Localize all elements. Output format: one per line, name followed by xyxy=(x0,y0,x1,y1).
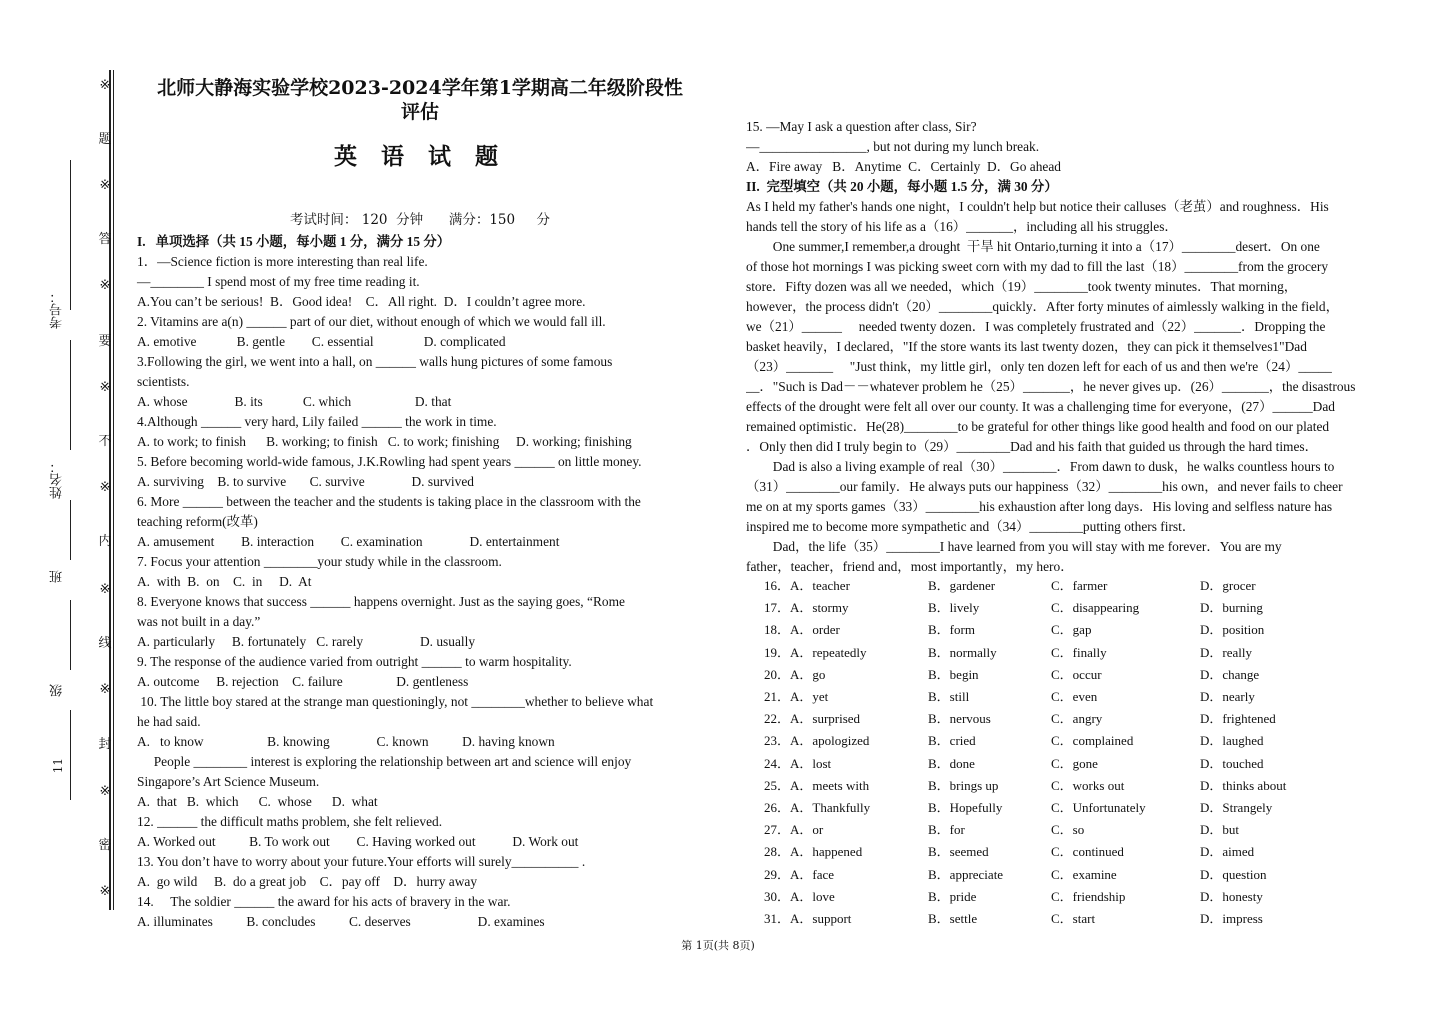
passage-line: hands tell the story of his life as a（16）_______，including all his struggles． xyxy=(746,219,1178,234)
question-line: 13. You don’t have to worry about your future.Your efforts will surely__________ . xyxy=(137,854,586,869)
passage-line: effects of the drought were felt all over our county. It was a challenging time for everyone，(27）______Dad xyxy=(746,399,1335,414)
subject-title: 英 语 试 题 xyxy=(333,143,507,170)
question-line: A. illuminates B. concludes C. deserves D. examines xyxy=(137,914,545,929)
option-b: B．appreciate xyxy=(928,866,1004,882)
question-line: 10. The little boy stared at the strange man questioningly, not ________whether to believe what xyxy=(137,694,654,709)
option-c: C．disappearing xyxy=(1051,600,1140,616)
passage-line: however，the process didn't（20）________quickly．After forty minutes of aimlessly walking in the field， xyxy=(746,299,1339,314)
question-line: 1．—Science fiction is more interesting than real life. xyxy=(137,254,428,269)
option-b: B．seemed xyxy=(928,844,989,860)
option-b: B．gardener xyxy=(928,578,996,593)
option-n: 19．A．repeatedly xyxy=(764,644,867,660)
option-n: 20．A．go xyxy=(764,666,826,682)
option-b: B．form xyxy=(928,622,975,638)
option-row xyxy=(764,908,1384,930)
option-d: D．really xyxy=(1200,644,1252,660)
seal-char: ※ xyxy=(99,178,111,193)
option-b: B．nervous xyxy=(928,711,991,727)
question-line: I. 单项选择（共 15 小题，每小题 1 分，满分 15 分） xyxy=(137,234,451,249)
passage-line: （31）________our family．He always puts our happiness（32）________his own，and never fails to cheer xyxy=(746,479,1343,494)
option-row xyxy=(764,753,1384,775)
option-d: D．laughed xyxy=(1200,733,1264,749)
option-b: B．brings up xyxy=(928,777,999,793)
question-line: 3.Following the girl, we went into a hall, on ______ walls hung pictures of some famous xyxy=(137,354,613,369)
option-row xyxy=(764,619,1384,641)
option-d: D．but xyxy=(1200,822,1240,838)
option-c: C．examine xyxy=(1051,866,1117,882)
question-line: A. particularly B. fortunately C. rarely D. usually xyxy=(137,634,476,649)
option-n: 27．A．or xyxy=(764,822,824,838)
seal-char: ※ xyxy=(99,480,111,495)
question-line: 14. The soldier ______ the award for his acts of bravery in the war. xyxy=(137,894,511,909)
question-line: A. to know B. knowing C. known D. having known xyxy=(137,734,555,749)
option-c: C．farmer xyxy=(1051,578,1108,593)
question-line: he had said. xyxy=(137,714,201,729)
question-line: A. with B. on C. in D. At xyxy=(137,574,312,589)
passage-line: II. 完型填空（共 20 小题，每小题 1.5 分，满 30 分） xyxy=(746,179,1058,194)
option-row xyxy=(764,597,1384,619)
seal-char: 内 xyxy=(98,534,112,549)
seal-char: ※ xyxy=(99,784,111,799)
option-row xyxy=(764,886,1384,908)
option-row xyxy=(764,864,1384,886)
option-n: 18．A．order xyxy=(764,622,840,638)
option-row xyxy=(764,664,1384,686)
passage-line: A．Fire away B．Anytime C．Certainly D．Go ahead xyxy=(746,159,1061,174)
passage-line: store．Fifty dozen was all we needed，which（19）________took twenty minutes．That morning， xyxy=(746,279,1298,294)
passage-line: Dad，the life（35）________I have learned from you will stay with me forever．You are my xyxy=(746,539,1282,554)
question-line: A. Worked out B. To work out C. Having worked out D. Work out xyxy=(137,834,579,849)
option-c: C．gone xyxy=(1051,755,1098,771)
grade-value: 11 xyxy=(51,758,65,774)
option-d: D．question xyxy=(1200,866,1267,882)
passage-line: —________________, but not during my lunch break. xyxy=(746,139,1040,154)
option-d: D．nearly xyxy=(1200,689,1255,704)
passage-line: One summer,I remember,a drought 干旱 hit Ontario,turning it into a（17）________desert．On one xyxy=(746,239,1320,254)
exam-title-line2: 评估 xyxy=(400,101,439,123)
seal-char: 线 xyxy=(98,636,112,651)
option-b: B．begin xyxy=(928,666,979,682)
option-row xyxy=(764,775,1384,797)
option-n: 25．A．meets with xyxy=(764,777,870,793)
ban-line-top xyxy=(70,500,71,560)
kaohao-line xyxy=(70,160,71,310)
kaohao-label: 考号： xyxy=(50,290,65,329)
option-b: B．pride xyxy=(928,888,977,904)
seal-char: ※ xyxy=(99,682,111,697)
seal-char: 密 xyxy=(98,838,112,853)
question-line: 12. ______ the difficult maths problem, she felt relieved. xyxy=(137,814,443,829)
question-line: A. amusement B. interaction C. examination D. entertainment xyxy=(137,534,560,549)
option-row xyxy=(764,841,1384,863)
seal-char: 不 xyxy=(98,434,112,449)
option-c: C．so xyxy=(1051,822,1085,838)
passage-line: Dad is also a living example of real（30）________．From dawn to dusk，he walks countless hours to xyxy=(746,459,1335,474)
question-line: A. emotive B. gentle C. essential D. complicated xyxy=(137,334,506,349)
question-line: A. whose B. its C. which D. that xyxy=(137,394,452,409)
option-n: 30．A．love xyxy=(764,888,835,904)
xingming-line xyxy=(70,340,71,450)
ban-line-bottom xyxy=(70,600,71,670)
ji-label: 级 xyxy=(50,684,65,697)
option-d: D．position xyxy=(1200,622,1265,638)
question-line: was not built in a day.” xyxy=(137,614,261,629)
right-column xyxy=(746,117,1382,577)
seal-char: 题 xyxy=(98,132,112,147)
passage-line: me on at my sports games（33）________his exhaustion after long days．His loving and selfless nature has xyxy=(746,499,1333,514)
seal-char: ※ xyxy=(99,380,111,395)
question-line: scientists. xyxy=(137,374,190,389)
option-n: 21．A．yet xyxy=(764,689,829,704)
option-c: C．gap xyxy=(1051,622,1092,638)
question-line: People ________ interest is exploring the relationship between art and science will enjoy xyxy=(137,754,632,769)
passage-line: we（21）______ needed twenty dozen．I was completely frustrated and（22）_______．Dropping the xyxy=(746,319,1326,334)
seal-char: ※ xyxy=(99,884,111,899)
option-n: 16．A．teacher xyxy=(764,578,850,593)
option-c: C．continued xyxy=(1051,844,1124,860)
ban-label: 班 xyxy=(50,570,65,583)
seal-char: 要 xyxy=(98,334,112,349)
option-n: 26．A．Thankfully xyxy=(764,800,871,815)
question-line: 6. More ______ between the teacher and the students is taking place in the classroom with the xyxy=(137,494,641,509)
passage-line: basket heavily，I declared，"If the store wants its last twenty dozen，they can pick it themselves1"Dad xyxy=(746,339,1307,354)
option-c: C．angry xyxy=(1051,711,1103,727)
option-n: 22．A．surprised xyxy=(764,711,861,727)
left-column xyxy=(137,232,697,932)
option-b: B．cried xyxy=(928,733,976,749)
xingming-label: 姓名： xyxy=(50,460,65,499)
seal-char: 答 xyxy=(98,232,112,247)
question-line: —________ I spend most of my free time reading it. xyxy=(137,274,420,289)
option-row xyxy=(764,730,1384,752)
question-line: 9. The response of the audience varied from outright ______ to warm hospitality. xyxy=(137,654,572,669)
question-line: Singapore’s Art Science Museum. xyxy=(137,774,320,789)
passage-line: （23）_______ "Just think，my little girl，only ten dozen left for each of us and then we're（24）_____ xyxy=(746,359,1332,374)
option-b: B．still xyxy=(928,689,970,704)
option-n: 29．A．face xyxy=(764,866,835,882)
passage-line: 15. —May I ask a question after class, Sir? xyxy=(746,119,977,134)
option-c: C．Unfortunately xyxy=(1051,800,1146,815)
option-c: C．even xyxy=(1051,689,1098,704)
option-c: C．complained xyxy=(1051,733,1134,749)
seal-char: ※ xyxy=(99,78,111,93)
question-line: A.You can’t be serious! B．Good idea! C．All right. D．I couldn’t agree more. xyxy=(137,294,586,309)
option-d: D．change xyxy=(1200,666,1260,682)
option-d: D．frightened xyxy=(1200,711,1276,727)
passage-line: of those hot mornings I was picking sweet corn with my dad to fill the last（18）________from the grocery xyxy=(746,259,1329,274)
option-b: B．lively xyxy=(928,600,980,616)
question-line: A. to work; to finish B. working; to finish C. to work; finishing D. working; finishing xyxy=(137,434,632,449)
seal-char: ※ xyxy=(99,278,111,293)
option-b: B．normally xyxy=(928,644,997,660)
passage-line: ．Only then did I truly begin to（29）________Dad and his faith that guided us through the hard times． xyxy=(746,439,1318,454)
option-d: D．aimed xyxy=(1200,844,1255,860)
option-b: B．Hopefully xyxy=(928,800,1003,815)
question-line: A. that B. which C. whose D. what xyxy=(137,794,378,809)
option-d: D．burning xyxy=(1200,600,1263,616)
option-n: 23．A．apologized xyxy=(764,733,870,749)
passage-line: remained optimistic．He(28)________to be grateful for other things like good health and food on our plated xyxy=(746,419,1330,434)
option-d: D．grocer xyxy=(1200,578,1256,593)
option-b: B．done xyxy=(928,755,975,771)
page-footer: 第 1页(共 8页) xyxy=(681,939,755,952)
passage-line: __．"Such is Dad－－whatever problem he（25）_______，he never gives up．(26）_______，the disastrous xyxy=(746,379,1356,394)
option-n: 31．A．support xyxy=(764,911,852,926)
option-c: C．finally xyxy=(1051,644,1107,660)
option-c: C．works out xyxy=(1051,777,1125,793)
option-row xyxy=(764,797,1384,819)
seal-char: 封 xyxy=(98,737,112,752)
option-row xyxy=(764,708,1384,730)
question-line: A. go wild B. do a great job C．pay off D．hurry away xyxy=(137,874,478,889)
exam-title-line1: 北师大静海实验学校2023-2024学年第1学期高二年级阶段性 xyxy=(157,77,683,99)
option-d: D．Strangely xyxy=(1200,800,1273,815)
option-d: D．touched xyxy=(1200,755,1264,771)
question-line: 2. Vitamins are a(n) ______ part of our diet, without enough of which we would fall ill. xyxy=(137,314,606,329)
question-line: 4.Although ______ very hard, Lily failed ______ the work in time. xyxy=(137,414,497,429)
passage-line: father，teacher，friend and，most importantly，my hero． xyxy=(746,559,1074,574)
option-n: 17．A．stormy xyxy=(764,600,849,616)
option-c: C．friendship xyxy=(1051,888,1126,904)
question-line: A. outcome B. rejection C. failure D. gentleness xyxy=(137,674,469,689)
question-line: teaching reform(改革) xyxy=(137,514,258,529)
option-d: D．thinks about xyxy=(1200,777,1287,793)
passage-line: As I held my father's hands one night，I couldn't help but notice their calluses（老茧）and roughness．His xyxy=(746,199,1329,214)
option-d: D．honesty xyxy=(1200,888,1263,904)
seal-char: ※ xyxy=(99,582,111,597)
option-row xyxy=(764,686,1384,708)
question-line: 7. Focus your attention ________your study while in the classroom. xyxy=(137,554,502,569)
question-line: 5. Before becoming world-wide famous, J.K.Rowling had spent years ______ on little money. xyxy=(137,454,642,469)
option-c: C．start xyxy=(1051,911,1096,926)
option-n: 24．A．lost xyxy=(764,755,832,771)
question-line: 8. Everyone knows that success ______ happens overnight. Just as the saying goes, “Rome xyxy=(137,594,625,609)
exam-info: 考试时间： 120 分钟 满分：150 分 xyxy=(289,212,551,228)
question-line: A. surviving B. to survive C. survive D. survived xyxy=(137,474,474,489)
option-b: B．settle xyxy=(928,911,978,926)
option-n: 28．A．happened xyxy=(764,844,863,860)
option-row xyxy=(764,819,1384,841)
option-b: B．for xyxy=(928,822,965,838)
passage-line: inspired me to become more sympathetic and（34）________putting others first． xyxy=(746,519,1196,534)
option-row xyxy=(764,642,1384,664)
option-c: C．occur xyxy=(1051,666,1102,682)
option-row xyxy=(764,575,1384,597)
ji-line xyxy=(70,710,71,800)
option-d: D．impress xyxy=(1200,911,1263,926)
